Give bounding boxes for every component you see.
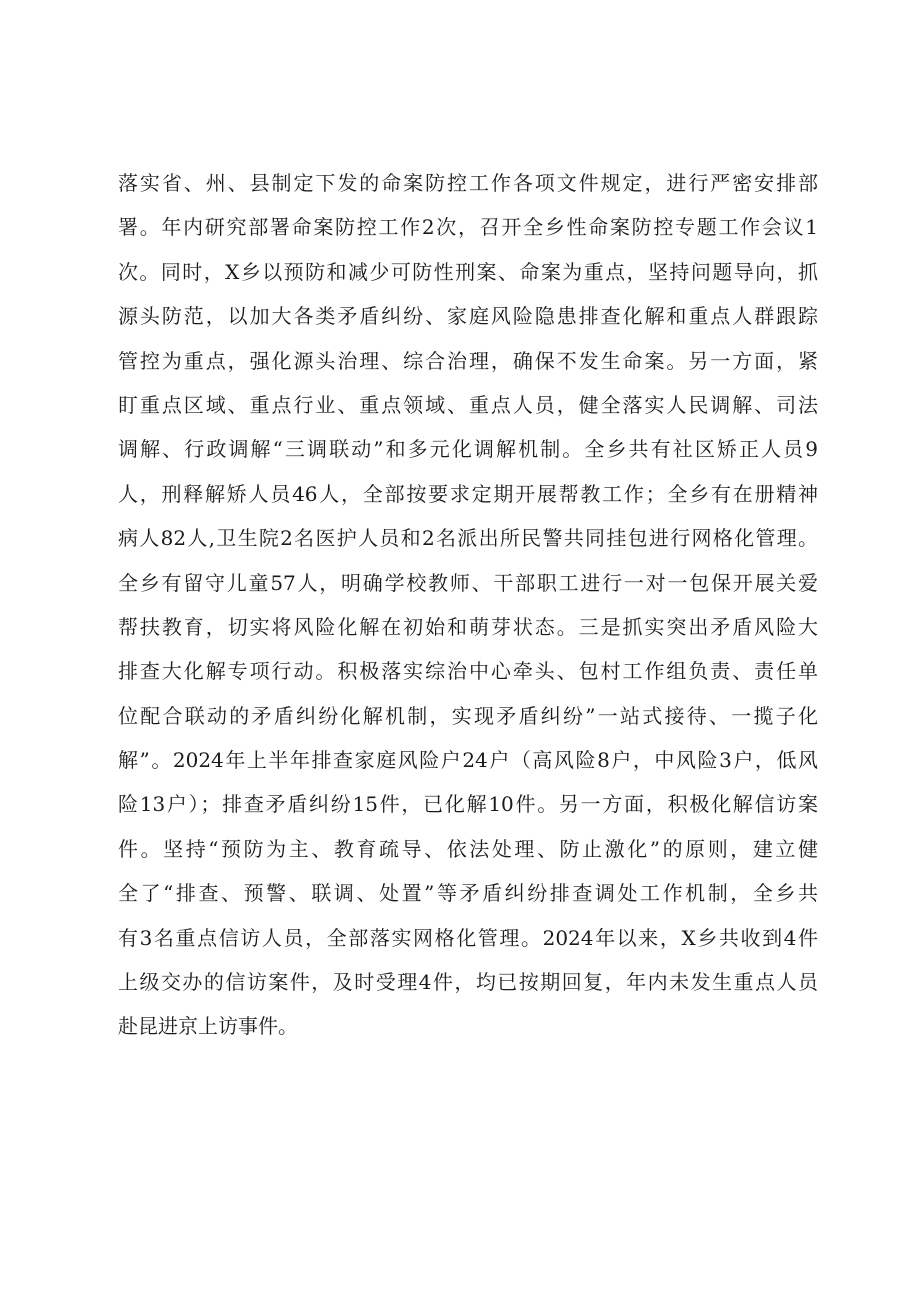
- paragraph-line: 赴昆进京上访事件。: [118, 1014, 298, 1039]
- paragraph-line: 帮扶教育，切实将风险化解在初始和萌芽状态。三是抓实突出矛盾风险大: [118, 614, 818, 639]
- paragraph-line: 署。年内研究部署命案防控工作2次，召开全乡性命案防控专题工作会议1: [118, 215, 818, 240]
- paragraph-line: 位配合联动的矛盾纠纷化解机制，实现矛盾纠纷”一站式接待、一揽子化: [118, 703, 818, 728]
- paragraph-line: 全了“排查、预警、联调、处置”等矛盾纠纷排查调处工作机制，全乡共: [118, 881, 818, 906]
- paragraph-line: 病人82人,卫生院2名医护人员和2名派出所民警共同挂包进行网格化管理。: [118, 526, 818, 551]
- paragraph-line: 上级交办的信访案件，及时受理4件，均已按期回复，年内未发生重点人员: [118, 970, 818, 995]
- paragraph-line: 源头防范，以加大各类矛盾纠纷、家庭风险隐患排查化解和重点人群跟踪: [118, 304, 818, 329]
- paragraph-line: 排查大化解专项行动。积极落实综治中心牵头、包村工作组负责、责任单: [118, 659, 818, 684]
- paragraph-line: 险13户）；排查矛盾纠纷15件，已化解10件。另一方面，积极化解信访案: [118, 792, 818, 817]
- paragraph-line: 件。坚持“预防为主、教育疏导、依法处理、防止激化”的原则，建立健: [118, 836, 818, 861]
- paragraph-line: 解”。2024年上半年排查家庭风险户24户（高风险8户，中风险3户，低风: [118, 748, 818, 773]
- paragraph-line: 落实省、州、县制定下发的命案防控工作各项文件规定，进行严密安排部: [118, 171, 818, 195]
- paragraph-line: 人，刑释解矫人员46人，全部按要求定期开展帮教工作；全乡有在册精神: [118, 481, 818, 506]
- paragraph-line: 调解、行政调解“三调联动”和多元化调解机制。全乡共有社区矫正人员9: [118, 437, 818, 462]
- paragraph-line: 有3名重点信访人员，全部落实网格化管理。2024年以来，X乡共收到4件: [118, 925, 818, 950]
- paragraph-line: 次。同时，X乡以预防和减少可防性刑案、命案为重点，坚持问题导向，抓: [118, 259, 818, 284]
- paragraph-line: 盯重点区域、重点行业、重点领域、重点人员，健全落实人民调解、司法: [118, 392, 818, 417]
- paragraph-line: 全乡有留守儿童57人，明确学校教师、干部职工进行一对一包保开展关爱: [118, 570, 818, 595]
- body-paragraph: [118, 161, 818, 1049]
- paragraph-line: 管控为重点，强化源头治理、综合治理，确保不发生命案。另一方面，紧: [118, 348, 818, 373]
